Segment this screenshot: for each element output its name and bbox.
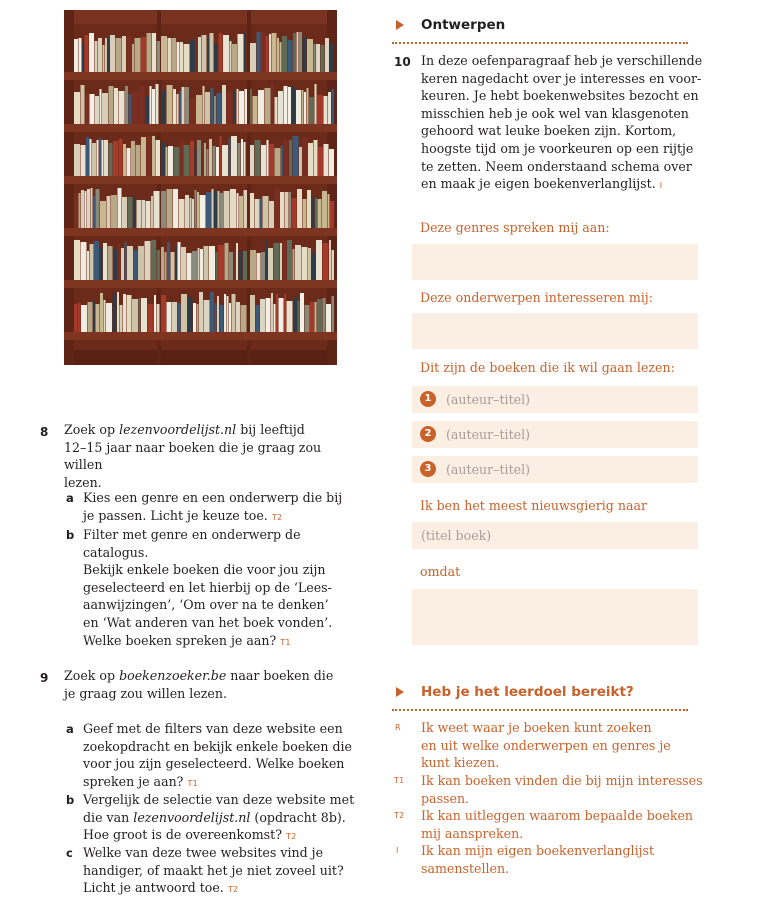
level-tag: T1 bbox=[280, 637, 291, 647]
book-placeholder: (auteur–titel) bbox=[446, 392, 531, 407]
question-9c-text: Welke van deze twee websites vind je handiger, of maakt het je niet zoveel uit? Licht je antwoord toe. T2 bbox=[83, 845, 344, 896]
q8b-letter: b bbox=[66, 528, 75, 542]
q9a-letter: a bbox=[66, 722, 74, 736]
leerdoel-item-i: Ik kan mijn eigen boekenverlanglijst samenstellen. bbox=[421, 843, 655, 876]
level-tag: I bbox=[396, 846, 399, 855]
book-placeholder: (auteur–titel) bbox=[446, 462, 531, 477]
question-9b-text: Vergelijk de selectie van deze website met die van lezenvoordelijst.nl (opdracht 8b). Hoe groot is de overeenkomst? T2 bbox=[83, 792, 355, 843]
leerdoel-item-t1: Ik kan boeken vinden die bij mijn interesses passen. bbox=[421, 773, 703, 806]
number-1-icon: 1 bbox=[420, 391, 436, 407]
q9b-letter: b bbox=[66, 793, 75, 807]
question-10-text: In deze oefenparagraaf heb je verschillende keren nagedacht over je interesses en voor- keuren. Je hebt boekenwebsites bezocht en misschien heb je ook wel van klasgenoten gehoord wat leuke boeken zijn. Kortom, hoogste tijd om je voorkeuren op een rijtje te zetten. Neem onderstaand schema over en maak je eigen boekenverlanglijst. I bbox=[421, 53, 703, 192]
lezenvoordelijst-site: lezenvoordelijst.nl bbox=[133, 809, 251, 825]
question-8-number: 8 bbox=[40, 425, 49, 439]
titel-placeholder: (titel boek) bbox=[421, 528, 492, 543]
book-placeholder: (auteur–titel) bbox=[446, 427, 531, 442]
nieuwsgierig-label: Ik ben het meest nieuwsgierig naar bbox=[420, 498, 647, 513]
leerdoel-item-r: Ik weet waar je boeken kunt zoeken en uit welke onderwerpen en genres je kunt kiezen. bbox=[421, 720, 671, 771]
genres-label: Deze genres spreken mij aan: bbox=[420, 220, 610, 235]
level-tag: T2 bbox=[271, 512, 283, 522]
q8a-letter: a bbox=[66, 491, 74, 505]
level-tag: R bbox=[395, 723, 401, 732]
leerdoel-item-t2: Ik kan uitleggen waarom bepaalde boeken mij aanspreken. bbox=[421, 808, 694, 841]
question-9-number: 9 bbox=[40, 671, 49, 685]
dotted-divider bbox=[392, 709, 688, 711]
number-2-icon: 2 bbox=[420, 426, 436, 442]
number-3-icon: 3 bbox=[420, 461, 436, 477]
leerdoel-title: Heb je het leerdoel bereikt? bbox=[421, 684, 634, 700]
onderwerpen-label: Deze onderwerpen interesseren mij: bbox=[420, 290, 653, 305]
boeken-label: Dit zijn de boeken die ik wil gaan lezen: bbox=[420, 360, 675, 375]
bookcase-photo bbox=[64, 10, 337, 365]
lezenvoordelijst-site: lezenvoordelijst.nl bbox=[119, 422, 237, 437]
level-tag: T2 bbox=[227, 885, 239, 895]
question-8b-text: Filter met genre en onderwerp de catalogus. Bekijk enkele boeken die voor jou zijn geselecteerd en let hierbij op de ‘Lees- aanwijzingen’, ‘Om over na te denken’ en ‘Wat anderen van het boek vonden’. Welke boeken spreken je aan? T1 bbox=[83, 527, 333, 648]
level-tag: T1 bbox=[187, 778, 199, 788]
question-10-number: 10 bbox=[394, 55, 411, 69]
section-title-ontwerpen: Ontwerpen bbox=[421, 17, 506, 33]
book-entry-1[interactable] bbox=[412, 386, 698, 413]
level-tag: T1 bbox=[394, 776, 405, 785]
omdat-label: omdat bbox=[420, 564, 461, 579]
book-entry-3[interactable] bbox=[412, 456, 698, 483]
question-9a-text: Geef met de filters van deze website een zoekopdracht en bekijk enkele boeken die voor jou zijn geselecteerd. Welke boeken spreken je aan? T1 bbox=[83, 721, 353, 789]
q9c-letter: c bbox=[66, 846, 73, 860]
dotted-divider bbox=[392, 42, 688, 44]
section-arrow-icon bbox=[396, 20, 404, 30]
question-9-text: Zoek op boekenzoeker.be naar boeken die je graag zou willen lezen. bbox=[64, 668, 334, 701]
section-arrow-icon bbox=[396, 687, 404, 697]
level-tag: I bbox=[659, 181, 663, 191]
level-tag: T2 bbox=[394, 811, 405, 820]
boekenzoeker-site: boekenzoeker.be bbox=[119, 668, 227, 683]
bookcase-illustration bbox=[64, 10, 337, 365]
titel-boek-field[interactable] bbox=[412, 522, 698, 549]
question-8a-text: Kies een genre en een onderwerp die bij je passen. Licht je keuze toe. T2 bbox=[83, 490, 343, 523]
question-8-text: Zoek op lezenvoordelijst.nl bij leeftijd 12–15 jaar naar boeken die je graag zou willen lezen. bbox=[64, 422, 322, 490]
onderwerpen-answer-box[interactable] bbox=[412, 313, 698, 349]
book-entry-2[interactable] bbox=[412, 421, 698, 448]
genres-answer-box[interactable] bbox=[412, 244, 698, 280]
omdat-answer-box[interactable] bbox=[412, 589, 698, 645]
level-tag: T2 bbox=[285, 832, 297, 842]
